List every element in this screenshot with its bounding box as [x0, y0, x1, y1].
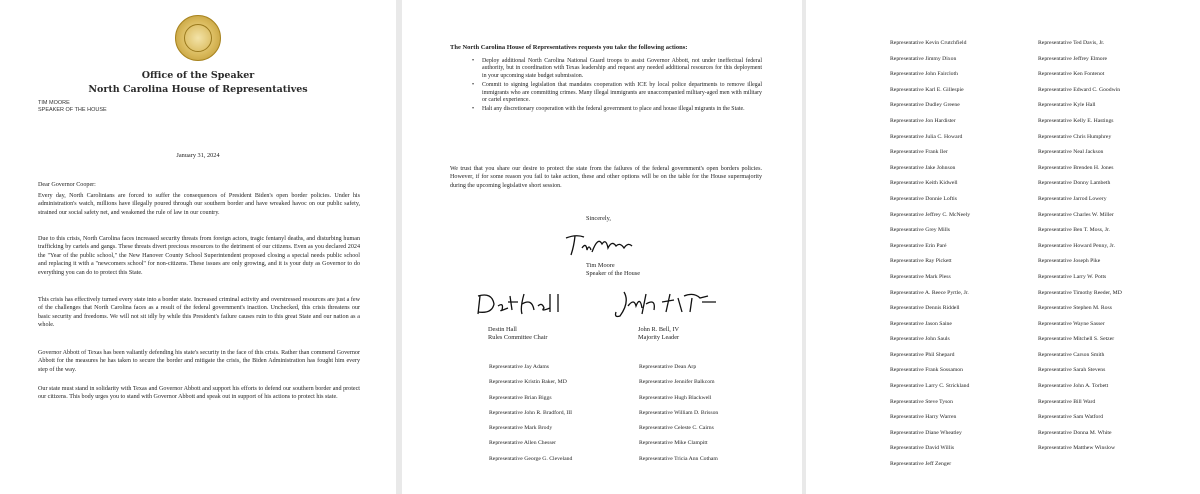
representative-name: Representative Jake Johnson: [890, 164, 956, 171]
representative-name: Representative Jeffrey Elmore: [1038, 55, 1108, 62]
representative-name: Representative Donna M. White: [1038, 429, 1112, 436]
representative-name: Representative Kyle Hall: [1038, 102, 1096, 109]
representative-name: Representative Ken Fontenot: [1038, 71, 1105, 78]
representative-name: Representative Dennis Riddell: [890, 305, 960, 312]
representatives-list-left: [489, 364, 572, 471]
representative-name: Representative Wayne Sasser: [1038, 320, 1105, 327]
representative-name: Representative Grey Mills: [890, 227, 951, 234]
representative-name: Representative Kristin Baker, MD: [489, 379, 567, 386]
representative-name: Representative Mark Pless: [890, 273, 951, 280]
representative-name: Representative Charles W. Miller: [1038, 211, 1114, 218]
representative-name: Representative Mitchell S. Setzer: [1038, 336, 1115, 343]
representative-name: Representative Larry C. Strickland: [890, 383, 970, 390]
representative-name: Representative Mark Brody: [489, 425, 553, 432]
representative-name: Representative Carson Smith: [1038, 351, 1105, 358]
representative-name: Representative Jon Hardister: [890, 117, 956, 124]
letter-paragraph: This crisis has effectively turned every state into a border state. Increased criminal activity and overstressed resources are just a few of the challenges that North Carolina faces as a result of the federal government's inaction. Unchecked, this crisis threatens our basic security and freedoms. We will not sit idly by while this President's failure causes ruin to this great State and our nation as a whole.: [38, 297, 360, 329]
representative-name: Representative Donnie Loftis: [890, 195, 957, 202]
letter-date: January 31, 2024: [176, 152, 220, 159]
sincerely: Sincerely,: [586, 215, 611, 222]
representative-name: Representative Erin Paré: [890, 242, 947, 249]
representative-name: Representative Larry W. Potts: [1038, 273, 1107, 280]
representative-name: Representative Bill Ward: [1038, 398, 1096, 405]
representative-name: Representative Kevin Crutchfield: [890, 40, 967, 46]
representative-name: Representative Chris Humphrey: [1038, 133, 1112, 140]
speaker-name: TIM MOORE: [38, 100, 70, 106]
representative-name: Representative Jay Adams: [489, 364, 550, 370]
representative-name: Representative Jennifer Balkcom: [639, 379, 715, 386]
representative-name: Representative Dudley Greene: [890, 102, 960, 109]
signature-moore: [562, 230, 642, 260]
representative-name: Representative Edward C. Goodwin: [1038, 86, 1121, 93]
representative-name: Representative Jarrod Lowery: [1038, 195, 1107, 202]
representative-name: Representative Ted Davis, Jr.: [1038, 40, 1105, 46]
letter-page-2: [402, 0, 802, 494]
representative-name: Representative Harry Warren: [890, 414, 957, 421]
letter-page-1: [0, 0, 396, 494]
representative-name: Representative John A. Torbett: [1038, 383, 1109, 390]
representatives-list-right: [1038, 40, 1122, 461]
action-item: • Commit to signing legislation that mandates cooperation with ICE by local police departments to remove illegal immigrants who are committing crimes. Many illegal immigrants are unaccompanied military-aged men with military or cartel experience.: [472, 82, 762, 104]
representative-name: Representative Stephen M. Ross: [1038, 305, 1112, 312]
representative-name: Representative Sarah Stevens: [1038, 367, 1106, 374]
representative-name: Representative Tricia Ann Cotham: [639, 455, 718, 462]
signer-right: John R. Bell, IV Majority Leader: [638, 326, 680, 342]
representative-name: Representative Frank Sossamon: [890, 367, 963, 374]
representative-name: Representative Brian Biggs: [489, 394, 552, 401]
representative-name: Representative John Sauls: [890, 336, 950, 343]
representatives-list-left: [890, 40, 970, 477]
representative-name: Representative Mike Clampitt: [639, 440, 708, 447]
representative-name: Representative Howard Penny, Jr.: [1038, 242, 1115, 249]
letterhead-office: Office of the Speaker: [141, 70, 255, 81]
representative-name: Representative Matthew Winslow: [1038, 445, 1116, 452]
action-item: • Halt any discretionary cooperation with the federal government to place and house illegal migrants in the State.: [472, 106, 762, 113]
representative-name: Representative Brenden H. Jones: [1038, 164, 1114, 171]
state-seal-icon: [175, 15, 221, 61]
signature-hall: [472, 290, 567, 320]
letter-page-3: [806, 0, 1200, 494]
representative-name: Representative Celeste C. Cairns: [639, 425, 714, 432]
letter-paragraph: Every day, North Carolinians are forced to suffer the consequences of President Biden's open border policies. Under his administration's watch, millions have illegally poured through our southern border and have wreaked havoc on our public safety, strained our social safety net, and weakened the rule of law in our country.: [38, 193, 360, 216]
signature-bell: [612, 288, 722, 322]
representative-name: Representative Jason Saine: [890, 320, 952, 327]
salutation: Dear Governor Cooper:: [38, 182, 96, 188]
representative-name: Representative Jeffrey C. McNeely: [890, 211, 971, 218]
representatives-list-right: [639, 364, 718, 471]
representative-name: Representative John Faircloth: [890, 71, 958, 78]
representative-name: Representative Hugh Blackwell: [639, 394, 712, 401]
signer-main: Tim Moore Speaker of the House: [586, 262, 641, 278]
action-item: • Deploy additional North Carolina National Guard troops to assist Governor Abbott, not under ineffectual federal authority, but in coordination with Texas leadership and request any needed additional resources for this deployment in your upcoming state budget submission.: [472, 58, 762, 80]
representative-name: Representative William D. Brisson: [639, 409, 719, 416]
representative-name: Representative Allen Chesser: [489, 440, 556, 447]
representative-name: Representative Dean Arp: [639, 364, 697, 370]
representative-name: Representative Julia C. Howard: [890, 133, 963, 140]
closing-paragraph: We trust that you share our desire to protect the state from the failures of the federal government's open borders policies. However, if for some reason you fail to take action, these and other options will be on the table for the House supermajority during the upcoming legislative short session.: [450, 166, 762, 189]
letter-paragraph: Governor Abbott of Texas has been valiantly defending his state's security in the face of this crisis. Rather than commend Governor Abbott for the measures he has taken to secure the border and mitigate the crisis, the Biden Administration has fought him every step of the way.: [38, 350, 360, 373]
representative-name: Representative Sam Watford: [1038, 414, 1104, 421]
representative-name: Representative Ray Pickett: [890, 258, 952, 265]
representative-name: Representative Frank Iler: [890, 149, 948, 156]
representative-name: Representative Diane Wheatley: [890, 429, 962, 436]
representative-name: Representative Neal Jackson: [1038, 149, 1104, 156]
representative-name: Representative Kelly E. Hastings: [1038, 117, 1114, 124]
representative-name: Representative Joseph Pike: [1038, 258, 1101, 265]
representative-name: Representative Timothy Reeder, MD: [1038, 289, 1122, 296]
actions-list: [472, 58, 762, 116]
representative-name: Representative Donny Lambeth: [1038, 180, 1111, 187]
letterhead-speaker: [38, 100, 107, 114]
representative-name: Representative Keith Kidwell: [890, 180, 958, 187]
representative-name: Representative Jimmy Dixon: [890, 55, 957, 62]
representative-name: Representative Jeff Zenger: [890, 461, 952, 468]
representative-name: Representative George G. Cleveland: [489, 455, 573, 462]
representative-name: Representative A. Reece Pyrtle, Jr.: [890, 289, 969, 296]
representative-name: Representative David Willis: [890, 445, 955, 452]
representative-name: Representative Steve Tyson: [890, 398, 953, 405]
representative-name: Representative Karl E. Gillespie: [890, 86, 964, 93]
representative-name: Representative John R. Bradford, III: [489, 409, 573, 416]
signer-left: Destin Hall Rules Committee Chair: [488, 326, 548, 342]
representative-name: Representative Ben T. Moss, Jr.: [1038, 227, 1110, 234]
actions-heading: The North Carolina House of Representatives requests you take the following actions:: [450, 44, 688, 51]
letter-paragraph: Our state must stand in solidarity with Texas and Governor Abbott and support his efforts to defend our southern border and protect our citizens. This body urges you to stand with Governor Abbott and speak out in support of his actions to protect his state.: [38, 386, 360, 401]
speaker-title: SPEAKER OF THE HOUSE: [38, 107, 107, 113]
letterhead-house: North Carolina House of Representatives: [88, 84, 308, 95]
letter-paragraph: Due to this crisis, North Carolina faces increased security threats from foreign actors, tragic fentanyl deaths, and disturbing human trafficking by cartels and gangs. These threats divert precious resources to the detriment of our citizens. Even as you declared 2024 the "Year of the public school," the New Hanover County School Superintendent proposed closing a special needs public school and replacing it with a "newcomers school" for non-citizens. These issues are only growing, and it is your duty as Governor to do everything you can do to protect this State.: [38, 236, 360, 276]
representative-name: Representative Phil Shepard: [890, 351, 955, 358]
